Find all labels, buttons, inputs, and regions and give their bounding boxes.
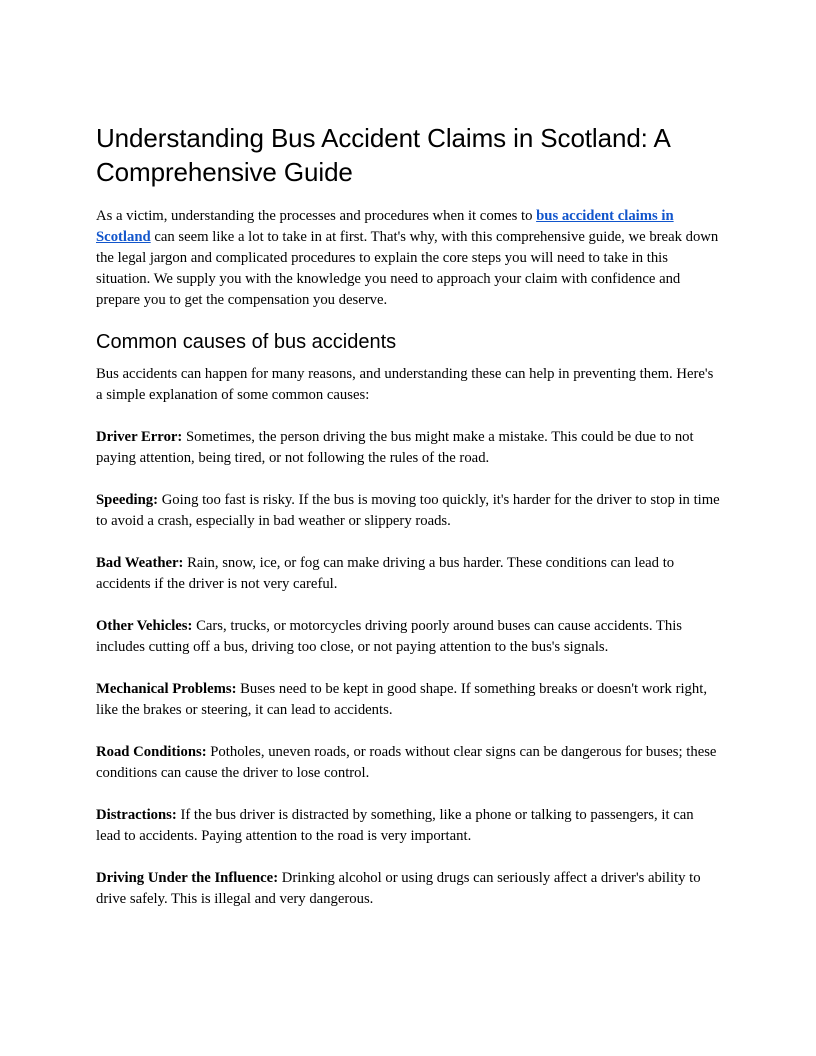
intro-text-after-link: can seem like a lot to take in at first. That's why, with this comprehensive guide, we break down the legal jargon and complicated procedures to explain the core steps you will need to take in this situation. We supply you with the knowledge you need to approach your claim with confidence and prepare you to get the compensation you deserve.: [96, 229, 719, 308]
section-lead-paragraph: Bus accidents can happen for many reasons, and understanding these can help in preventing them. Here's a simple explanation of some common causes:: [96, 366, 714, 403]
cause-paragraph-road-conditions: [96, 742, 720, 784]
cause-text: If the bus driver is distracted by something, like a phone or talking to passengers, it can lead to accidents. Paying attention to the road is very important.: [96, 807, 694, 844]
cause-term: Bad Weather:: [96, 555, 184, 571]
intro-text-before-link: As a victim, understanding the processes and procedures when it comes to: [96, 208, 537, 224]
cause-text: Drinking alcohol or using drugs can seriously affect a driver's ability to drive safely. This is illegal and very dangerous.: [96, 870, 701, 907]
cause-term: Mechanical Problems:: [96, 681, 237, 697]
cause-paragraph-distractions: [96, 805, 720, 847]
cause-term: Road Conditions:: [96, 744, 207, 760]
cause-paragraph-mechanical-problems: [96, 679, 720, 721]
page-title: Understanding Bus Accident Claims in Scotland: A Comprehensive Guide: [96, 123, 670, 187]
cause-text: Potholes, uneven roads, or roads without clear signs can be dangerous for buses; these conditions can cause the driver to lose control.: [96, 744, 717, 781]
cause-paragraph-other-vehicles: [96, 616, 720, 658]
cause-paragraph-driving-under-influence: [96, 868, 720, 910]
cause-term: Distractions:: [96, 807, 177, 823]
cause-term: Speeding:: [96, 492, 159, 508]
cause-text: Going too fast is risky. If the bus is moving too quickly, it's harder for the driver to stop in time to avoid a crash, especially in bad weather or slippery roads.: [96, 492, 720, 529]
cause-paragraph-speeding: [96, 490, 720, 532]
document-page: [96, 121, 720, 910]
cause-paragraph-driver-error: [96, 427, 720, 469]
cause-text: Sometimes, the person driving the bus might make a mistake. This could be due to not paying attention, being tired, or not following the rules of the road.: [96, 429, 694, 466]
cause-text: Buses need to be kept in good shape. If something breaks or doesn't work right, like the brakes or steering, it can lead to accidents.: [96, 681, 707, 718]
section-heading: Common causes of bus accidents: [96, 331, 397, 353]
cause-term: Driving Under the Influence:: [96, 870, 279, 886]
cause-text: Cars, trucks, or motorcycles driving poorly around buses can cause accidents. This includes cutting off a bus, driving too close, or not paying attention to the bus's signals.: [96, 618, 683, 655]
intro-paragraph: [96, 206, 720, 311]
bus-accident-claims-link[interactable]: bus accident claims in Scotland: [96, 208, 674, 245]
cause-term: Other Vehicles:: [96, 618, 193, 634]
cause-paragraph-bad-weather: [96, 553, 720, 595]
cause-term: Driver Error:: [96, 429, 183, 445]
cause-text: Rain, snow, ice, or fog can make driving a bus harder. These conditions can lead to accidents if the driver is not very careful.: [96, 555, 675, 592]
